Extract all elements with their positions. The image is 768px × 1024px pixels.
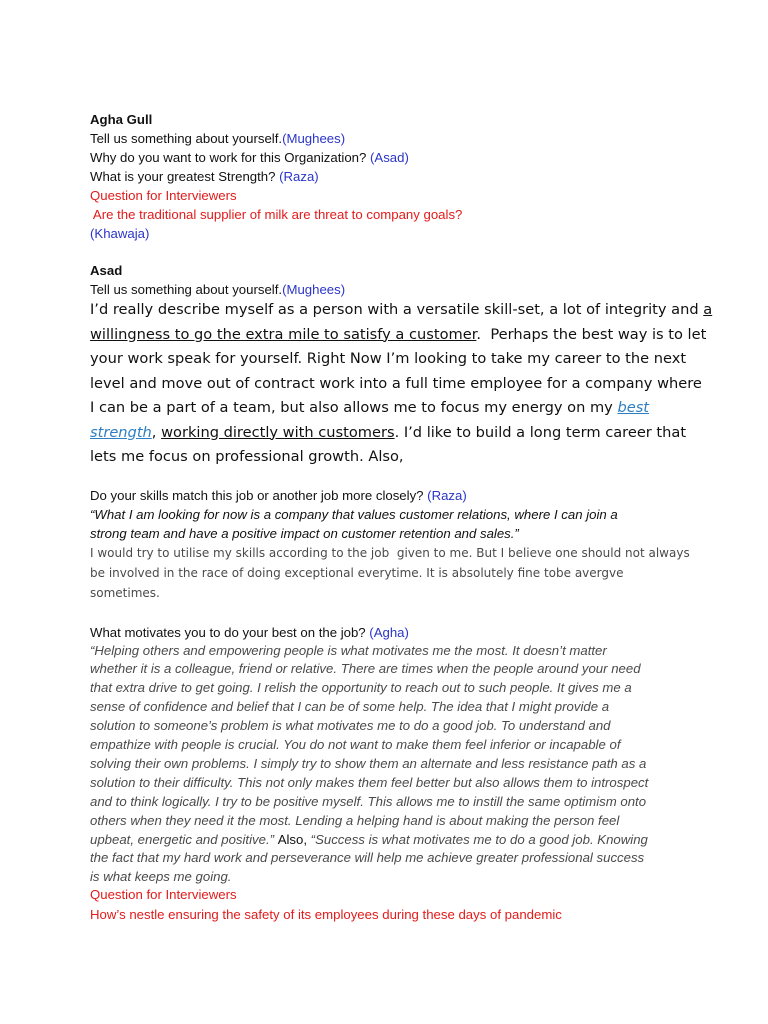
assignee-tag: (Agha) [369,625,409,640]
q2-quote-line-2: strong team and have a positive impact on customer retention and sales.” [90,526,519,541]
assignee-tag: (Asad) [370,150,409,165]
question-text: What motivates you to do your best on the job? [90,625,370,640]
q3-answer-line: empathize with people is crucial. You do not want to make them feel inferior or incapable of [90,737,621,752]
agha-question-2 [90,149,409,167]
question-text: What is your greatest Strength? [90,169,280,184]
answer-line-5 [90,396,649,421]
answer-text: upbeat, energetic and positive.” [90,831,278,847]
agha-question-3 [90,168,319,186]
q2-note-line-1: I would try to utilise my skills according to the job given to me. But I believe one should not always [90,546,690,560]
q2-note-line-3: sometimes. [90,586,160,600]
assignee-tag: (Raza) [427,488,467,503]
q3-answer-line: “Helping others and empowering people is what motivates me the most. It doesn’t matter [90,642,607,658]
answer-line-2 [90,323,706,348]
asad-question-2 [90,487,467,505]
agha-name-heading: Agha Gull [90,112,153,127]
q3-answer-line: solution to someone’s problem is what motivates me to do a good job. To understand and [90,718,611,734]
answer-text: I can be a part of a team, but also allows me to focus my energy on my [90,399,618,416]
assignee-tag: (Mughees) [282,131,346,146]
q3-answer-line: solution to their difficulty. This not only makes them feel better but also allows them to introspect [90,774,649,790]
q3-answer-line: and to think logically. I try to be positive myself. This allows me to instill the same optimism onto [90,793,647,809]
agha-question-1 [90,130,345,148]
asad-interviewer-question: How’s nestle ensuring the safety of its employees during these days of pandemic [90,907,562,922]
answer-text: I’d really describe myself as a person with a versatile skill-set, a lot of integrity and [90,301,704,318]
answer-line-7: lets me focus on professional growth. Also, [90,448,404,465]
agha-interviewer-question: Are the traditional supplier of milk are threat to company goals? [90,207,463,222]
q3-answer-line-11 [90,831,648,850]
q2-note-line-2: be involved in the race of doing exceptional everytime. It is absolutely fine tobe avergve [90,566,624,580]
question-text: Do your skills match this job or another job more closely? [90,488,428,503]
asad-question-1 [90,281,345,299]
answer-underlined: willingness to go the extra mile to satisfy a customer [90,325,477,343]
answer-line-6 [90,421,686,446]
question-text: Tell us something about yourself. [90,282,283,297]
asad-interviewer-heading: Question for Interviewers [90,887,237,902]
answer-text: . I’d like to build a long term career that [394,423,687,441]
answer-underlined: working directly with customers [161,423,395,441]
q3-answer-line: whether it is a colleague, friend or relative. There are times when the people around your need [90,661,641,677]
assignee-tag: (Raza) [279,169,319,184]
agha-interviewer-tag: (Khawaja) [90,226,150,241]
assignee-tag: (Mughees) [282,282,346,297]
q3-answer-line: sense of confidence and belief that I can be of some help. The idea that I might provide a [90,699,610,715]
q3-answer-line: that extra drive to get going. I relish the opportunity to reach out to such people. It gives me a [90,680,632,696]
q3-answer-line: the fact that my hard work and perseverance will help me achieve greater professional success [90,850,645,866]
answer-text: , [151,423,162,441]
agha-interviewer-heading: Question for Interviewers [90,188,237,203]
answer-underlined: a [703,301,713,318]
asad-question-3 [90,624,409,642]
question-text: Why do you want to work for this Organization? [90,150,370,165]
answer-text: “Success is what motivates me to do a good job. Knowing [310,831,648,847]
answer-line-3: your work speak for yourself. Right Now I’m looking to take my career to the next [90,350,687,367]
answer-text-also: Also, [277,831,311,847]
best-strength-link[interactable]: best [617,399,650,416]
asad-name-heading: Asad [90,263,123,278]
q3-answer-line: others when they need it the most. Lending a helping hand is about making the person feel [90,812,620,828]
q3-answer-line: solving their own problems. I simply try to show them an alternate and less resistance path as a [90,755,647,771]
q2-quote-line-1: “What I am looking for now is a company that values customer relations, where I can join a [90,507,618,522]
best-strength-link[interactable]: strength [90,423,152,441]
answer-line-4: level and move out of contract work into a full time employee for a company where [90,374,702,392]
q3-answer-line: is what keeps me going. [90,869,232,885]
question-text: Tell us something about yourself. [90,131,283,146]
answer-line-1 [90,298,712,323]
answer-text: . Perhaps the best way is to let [476,325,707,343]
